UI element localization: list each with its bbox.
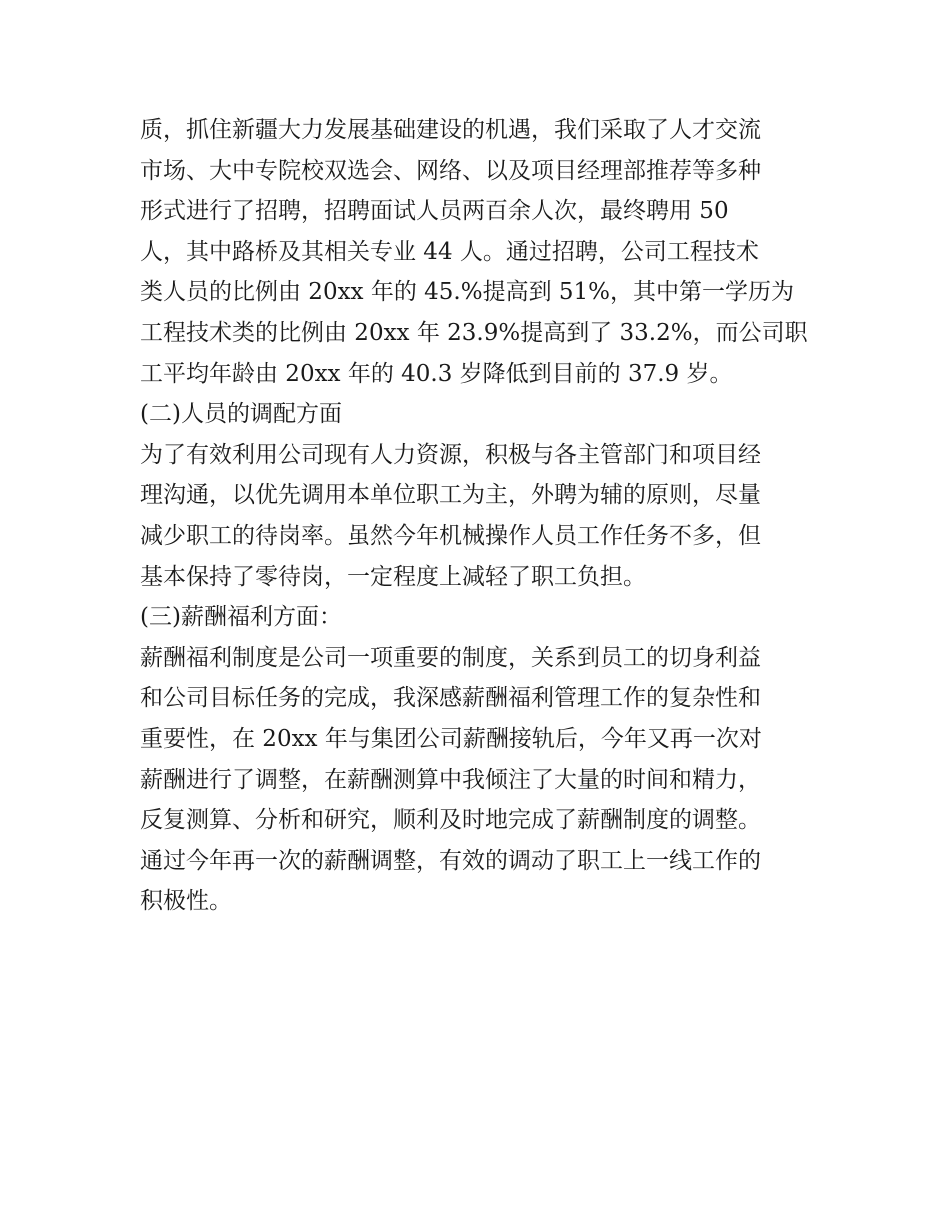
text-line: 为了有效利用公司现有人力资源，积极与各主管部门和项目经 — [140, 441, 761, 468]
section-heading-compensation: (三)薪酬福利方面： — [140, 604, 342, 631]
text-line: 理沟通，以优先调用本单位职工为主，外聘为辅的原则，尽量 — [140, 482, 761, 509]
text-line: 形式进行了招聘，招聘面试人员两百余人次，最终聘用 50 — [140, 198, 729, 225]
section-heading-staffing: (二)人员的调配方面 — [140, 401, 342, 428]
text-line: 反复测算、分析和研究，顺利及时地完成了薪酬制度的调整。 — [140, 807, 761, 834]
text-line: 薪酬进行了调整，在薪酬测算中我倾注了大量的时间和精力， — [140, 766, 761, 793]
text-line: 工平均年龄由 20xx 年的 40.3 岁降低到目前的 37.9 岁。 — [140, 360, 733, 387]
text-line: 薪酬福利制度是公司一项重要的制度，关系到员工的切身利益 — [140, 644, 761, 671]
text-line: 减少职工的待岗率。虽然今年机械操作人员工作任务不多，但 — [140, 522, 761, 549]
text-line: 质，抓住新疆大力发展基础建设的机遇，我们采取了人才交流 — [140, 117, 761, 143]
text-line: 和公司目标任务的完成，我深感薪酬福利管理工作的复杂性和 — [140, 685, 761, 712]
text-line: 类人员的比例由 20xx 年的 45.%提高到 51%，其中第一学历为 — [140, 279, 795, 306]
text-line: 工程技术类的比例由 20xx 年 23.9%提高到了 33.2%，而公司职 — [140, 319, 808, 346]
text-line: 通过今年再一次的薪酬调整，有效的调动了职工上一线工作的 — [140, 847, 761, 874]
text-line: 基本保持了零待岗，一定程度上减轻了职工负担。 — [140, 563, 646, 590]
text-line: 积极性。 — [140, 888, 232, 915]
text-line: 市场、大中专院校双选会、网络、以及项目经理部推荐等多种 — [140, 157, 761, 184]
text-line: 重要性，在 20xx 年与集团公司薪酬接轨后，今年又再一次对 — [140, 725, 762, 752]
body-text — [140, 110, 820, 922]
text-line: 人，其中路桥及其相关专业 44 人。通过招聘，公司工程技术 — [140, 238, 759, 265]
